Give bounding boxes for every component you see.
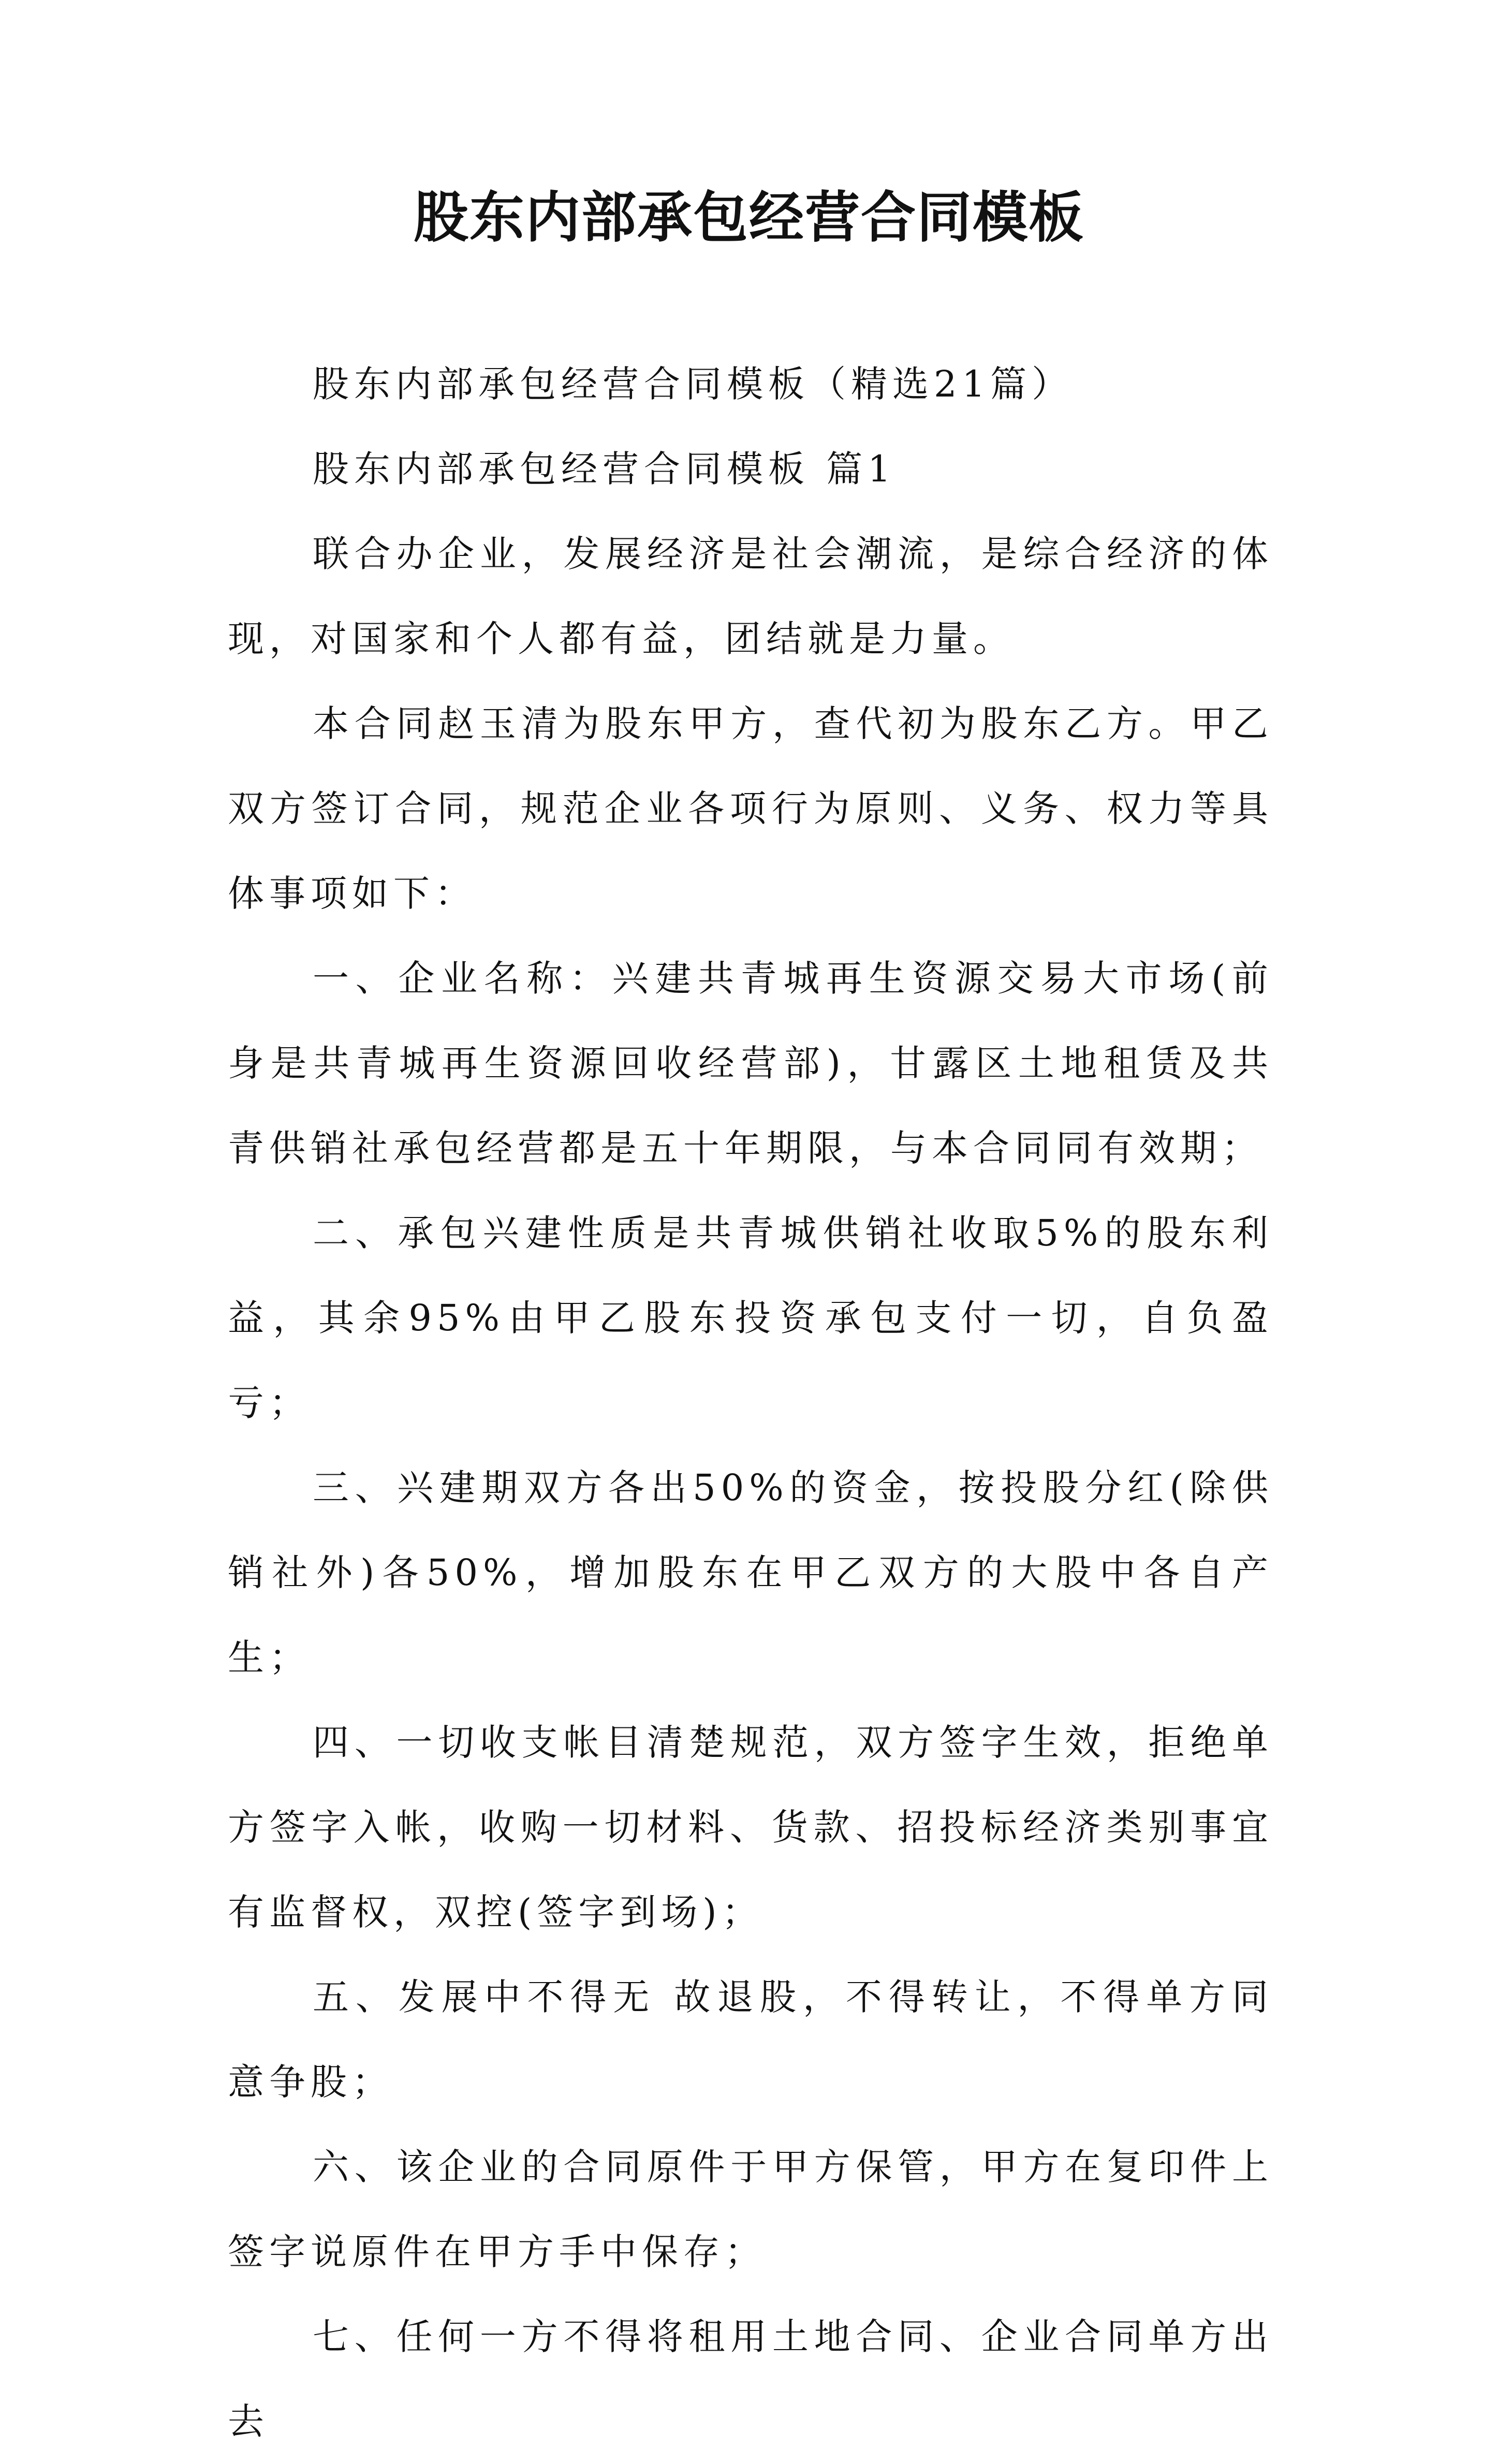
clause-3: 三、兴建期双方各出50%的资金，按投股分红(除供销社外)各50%，增加股东在甲乙双方的大股中各自产生； [228,1466,1273,1679]
document-title: 股东内部承包经营合同模板 [414,185,1084,250]
paragraph-section-heading: 股东内部承包经营合同模板 篇1 [313,448,896,490]
clause-7: 七、任何一方不得将租用土地合同、企业合同单方出去 [228,2315,1273,2443]
clause-4: 四、一切收支帐目清楚规范，双方签字生效，拒绝单方签字入帐，收购一切材料、货款、招投标经济类别事宜有监督权，双控(签字到场)； [228,1721,1273,1933]
document-body [228,342,1273,2464]
paragraph-parties: 本合同赵玉清为股东甲方，查代初为股东乙方。甲乙双方签订合同，规范企业各项行为原则、义务、权力等具体事项如下： [228,702,1273,915]
paragraph-subtitle: 股东内部承包经营合同模板（精选21篇） [313,363,1074,405]
paragraph-intro: 联合办企业，发展经济是社会潮流，是综合经济的体现，对国家和个人都有益，团结就是力量。 [228,533,1273,660]
clause-6: 六、该企业的合同原件于甲方保管，甲方在复印件上签字说原件在甲方手中保存； [228,2146,1273,2273]
clause-5: 五、发展中不得无 故退股，不得转让，不得单方同意争股； [228,1976,1273,2103]
clause-1: 一、企业名称：兴建共青城再生资源交易大市场(前身是共青城再生资源回收经营部)，甘露区土地租赁及共青供销社承包经营都是五十年期限，与本合同同有效期； [228,957,1273,1169]
clause-2: 二、承包兴建性质是共青城供销社收取5%的股东利益，其余95%由甲乙股东投资承包支付一切，自负盈亏； [228,1212,1273,1424]
